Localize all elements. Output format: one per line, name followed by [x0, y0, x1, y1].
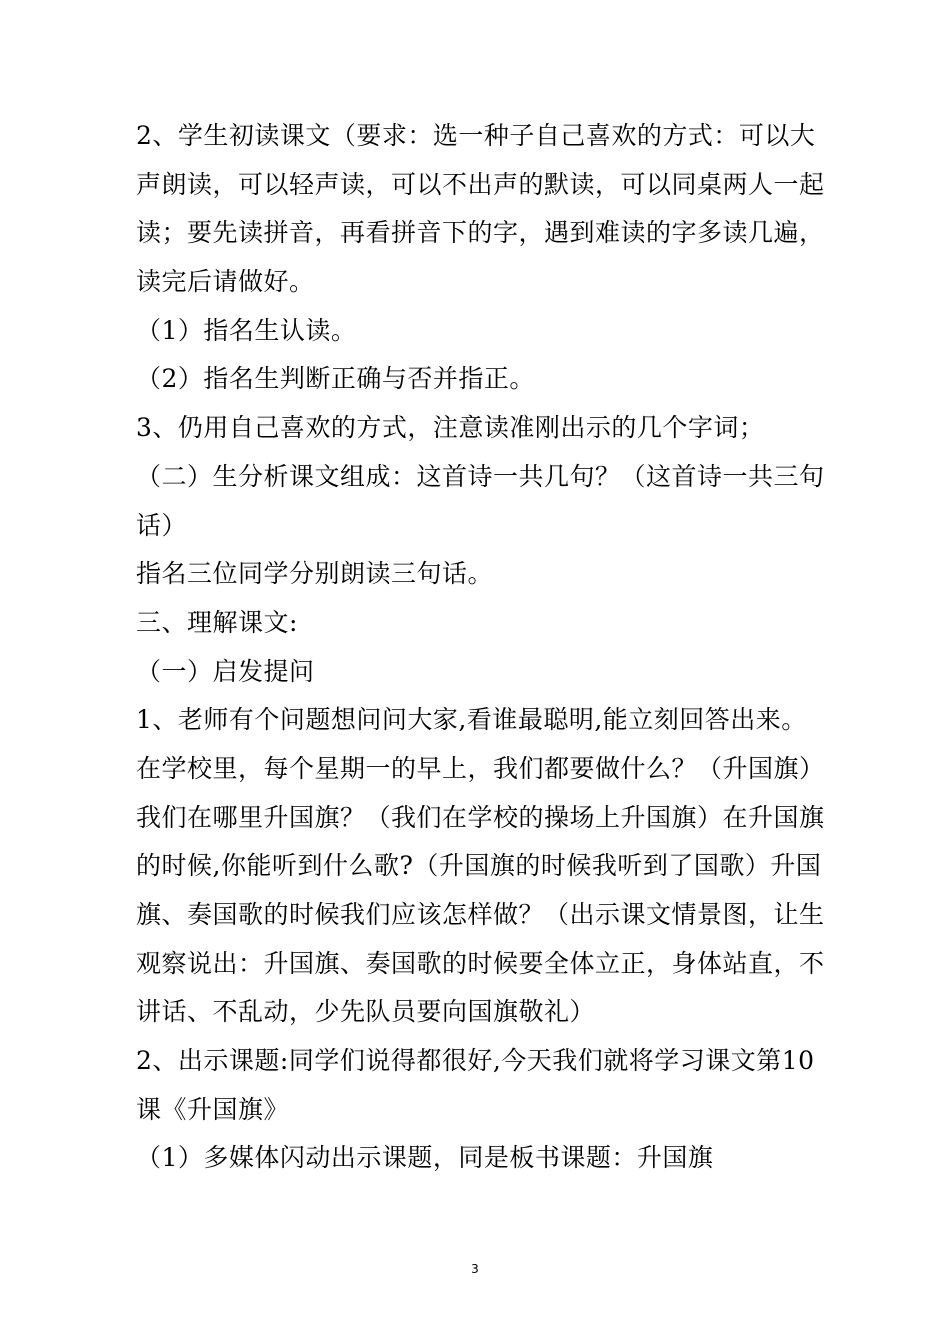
text-line: （1）指名生认读。: [136, 315, 357, 345]
text-line: 讲话、不乱动，少先队员要向国旗敬礼）: [136, 997, 596, 1027]
text-line: 声朗读，可以轻声读，可以不出声的默读，可以同桌两人一起: [136, 169, 825, 199]
text-line: 2、出示课题:同学们说得都很好,今天我们就将学习课文第10: [136, 1046, 815, 1076]
text-line: 1、老师有个问题想问问大家,看谁最聪明,能立刻回答出来。: [136, 705, 807, 735]
body-text: [136, 112, 836, 1183]
text-line: 话）: [136, 510, 188, 540]
text-line: 3、仍用自己喜欢的方式，注意读准刚出示的几个字词；: [136, 413, 765, 443]
page-number: 3: [471, 1262, 479, 1276]
text-line: （一）启发提问: [136, 656, 315, 686]
text-line: 读完后请做好。: [136, 267, 315, 297]
text-line: 的时候,你能听到什么歌?（升国旗的时候我听到了国歌）升国: [136, 851, 822, 881]
text-line: （二）生分析课文组成：这首诗一共几句？（这首诗一共三句: [136, 461, 825, 491]
text-line: 我们在哪里升国旗？（我们在学校的操场上升国旗）在升国旗: [136, 802, 825, 832]
text-line: 观察说出：升国旗、奏国歌的时候要全体立正，身体站直，不: [136, 948, 825, 978]
text-line: 读；要先读拼音，再看拼音下的字，遇到难读的字多读几遍，: [136, 218, 825, 248]
text-line: 在学校里，每个星期一的早上，我们都要做什么？（升国旗）: [136, 753, 825, 783]
text-line: 指名三位同学分别朗读三句话。: [136, 559, 494, 589]
text-line: 2、学生初读课文（要求：选一种子自己喜欢的方式：可以大: [136, 121, 816, 150]
text-line: 课《升国旗》: [136, 1094, 290, 1124]
text-line: （1）多媒体闪动出示课题，同是板书课题：升国旗: [136, 1143, 714, 1173]
text-line: 旗、奏国歌的时候我们应该怎样做？（出示课文情景图，让生: [136, 900, 825, 929]
section-heading: 三、理解课文:: [136, 607, 298, 637]
text-line: （2）指名生判断正确与否并指正。: [136, 364, 535, 394]
